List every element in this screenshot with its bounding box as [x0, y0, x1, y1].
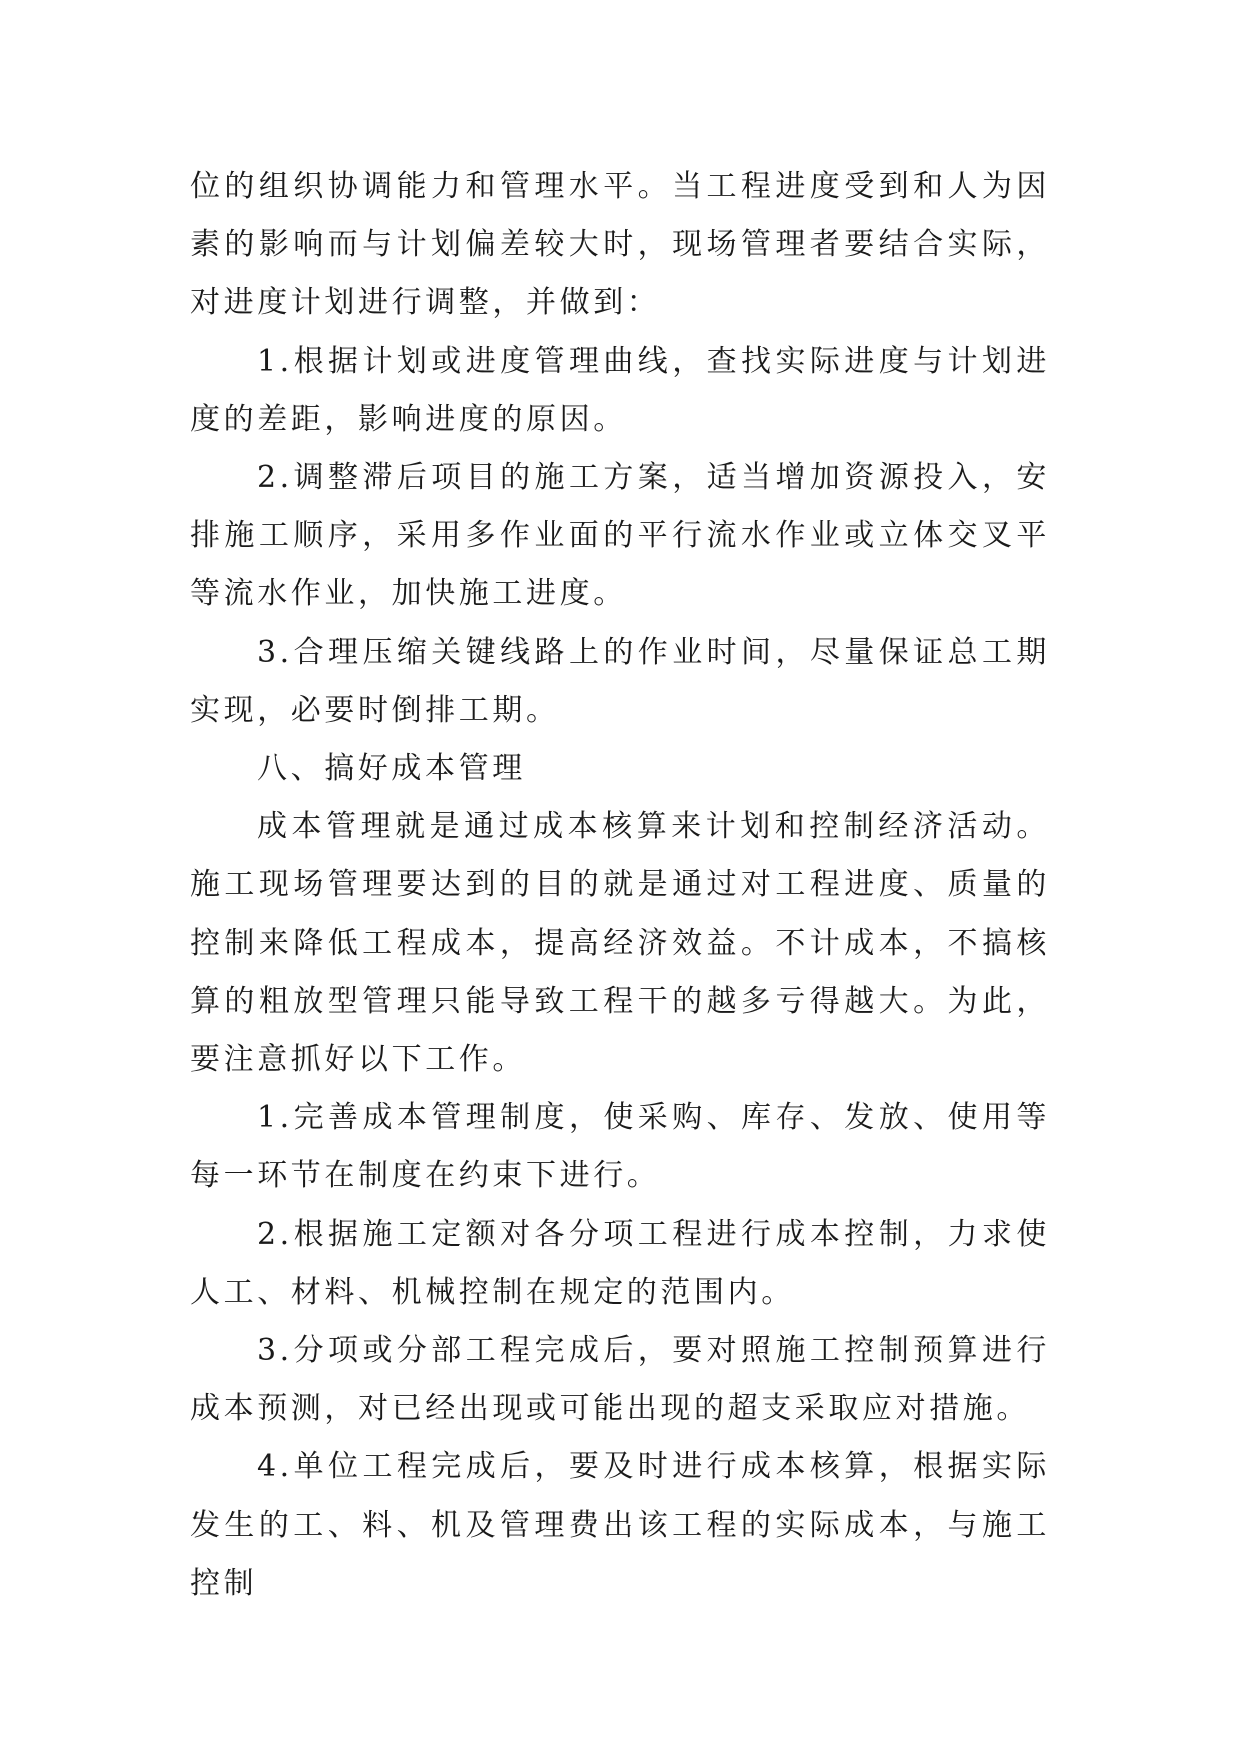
paragraph-cost-intro: 成本管理就是通过成本核算来计划和控制经济活动。施工现场管理要达到的目的就是通过对工程进度、质量的控制来降低工程成本，提高经济效益。不计成本，不搞核算的粗放型管理只能导致工程干的越多亏得越大。为此，要注意抓好以下工作。 — [190, 809, 1050, 1078]
paragraph-cost-item-1: 1.完善成本管理制度，使采购、库存、发放、使用等每一环节在制度在约束下进行。 — [190, 1100, 1050, 1194]
paragraph-progress-item-3: 3.合理压缩关键线路上的作业时间，尽量保证总工期实现，必要时倒排工期。 — [190, 634, 1050, 728]
document-body — [190, 158, 1050, 1613]
paragraph-progress-intro: 位的组织协调能力和管理水平。当工程进度受到和人为因素的影响而与计划偏差较大时，现场管理者要结合实际，对进度计划进行调整，并做到： — [190, 169, 1050, 321]
paragraph-cost-item-2: 2.根据施工定额对各分项工程进行成本控制，力求使人工、材料、机械控制在规定的范围内。 — [190, 1216, 1050, 1310]
paragraph-progress-item-1: 1.根据计划或进度管理曲线，查找实际进度与计划进度的差距，影响进度的原因。 — [190, 343, 1050, 437]
section-heading-cost-management: 八、搞好成本管理 — [257, 751, 526, 787]
paragraph-cost-item-4: 4.单位工程完成后，要及时进行成本核算，根据实际发生的工、料、机及管理费出该工程的实际成本，与施工控制 — [190, 1449, 1050, 1601]
paragraph-progress-item-2: 2.调整滞后项目的施工方案，适当增加资源投入，安排施工顺序，采用多作业面的平行流水作业或立体交叉平等流水作业，加快施工进度。 — [190, 460, 1050, 612]
paragraph-cost-item-3: 3.分项或分部工程完成后，要对照施工控制预算进行成本预测，对已经出现或可能出现的超支采取应对措施。 — [190, 1333, 1050, 1427]
